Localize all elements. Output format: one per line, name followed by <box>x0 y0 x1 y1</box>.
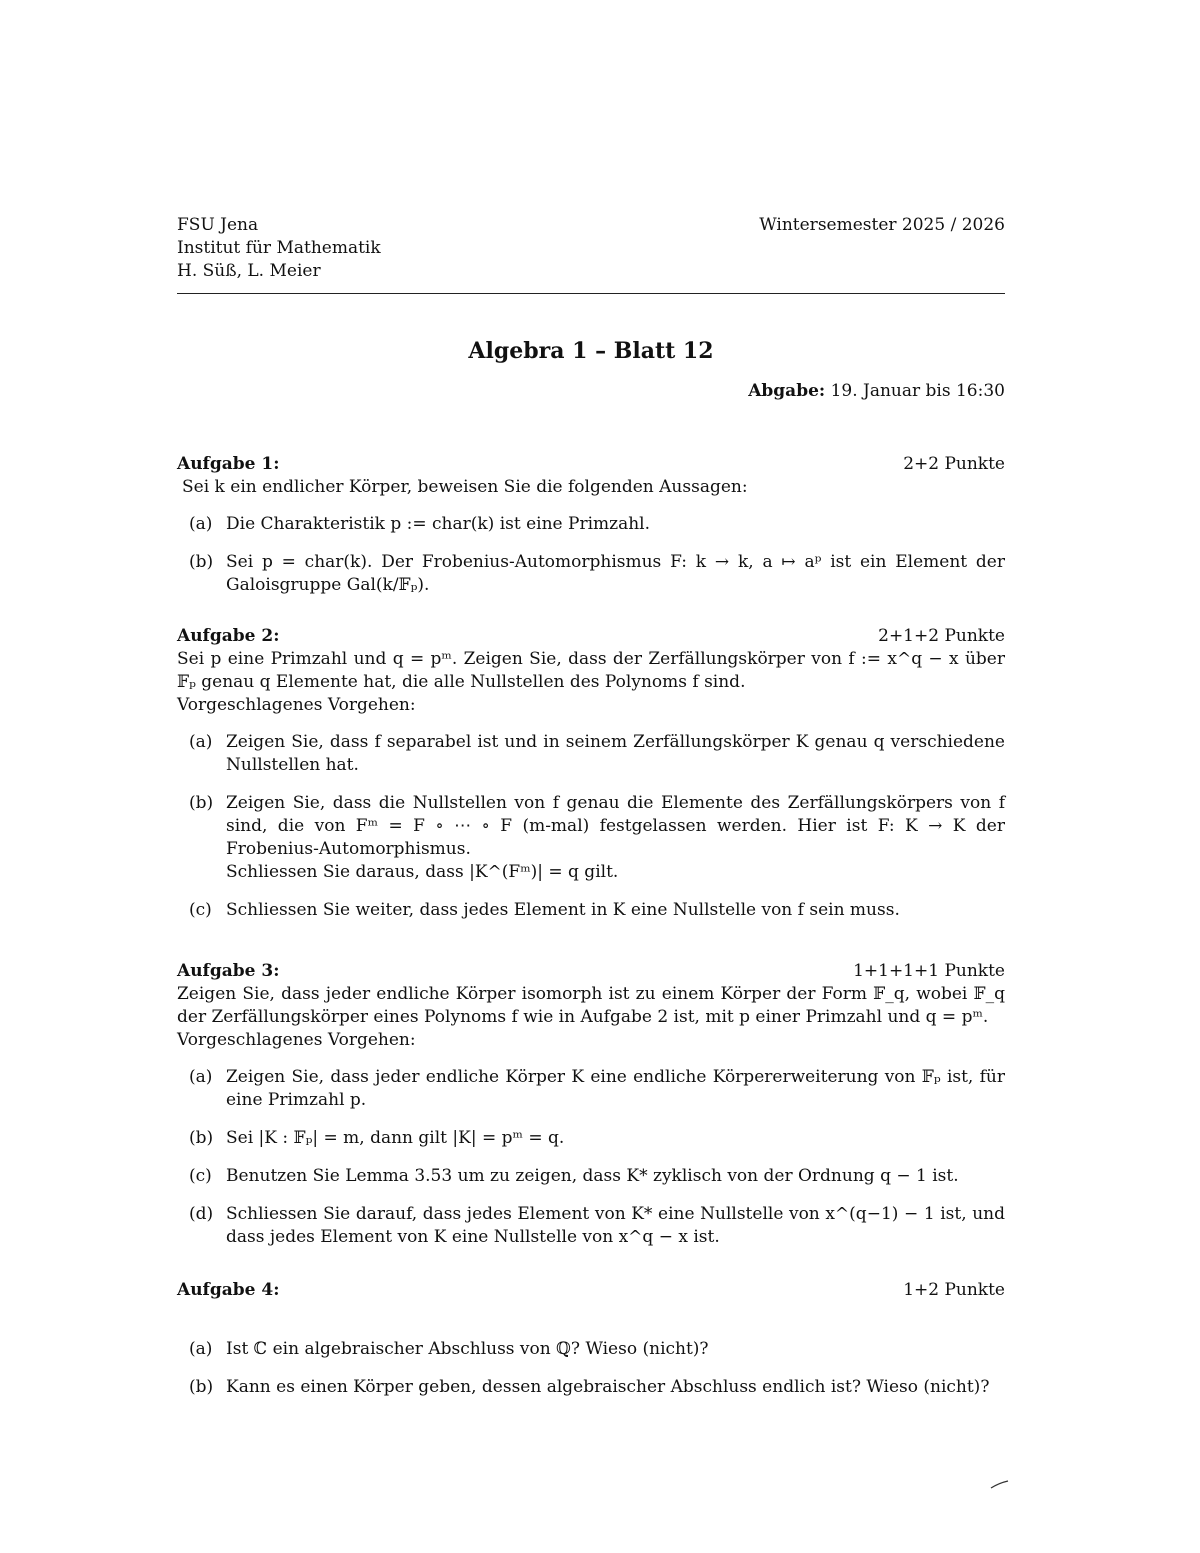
header <box>177 214 1005 283</box>
list-item <box>177 1066 1005 1112</box>
part-text: Kann es einen Körper geben, dessen algebraischer Abschluss endlich ist? Wieso (nicht)? <box>226 1377 990 1397</box>
list-item <box>177 792 1005 884</box>
part-text: Benutzen Sie Lemma 3.53 um zu zeigen, dass K* zyklisch von der Ordnung q − 1 ist. <box>226 1166 959 1186</box>
part-label: (b) <box>189 1128 214 1148</box>
pen-stroke-mark <box>990 1478 1010 1490</box>
task-points: 1+1+1+1 Punkte <box>853 961 1005 981</box>
task-parts <box>177 513 1005 597</box>
task-title: Aufgabe 4: <box>177 1280 280 1300</box>
part-label: (a) <box>189 732 213 752</box>
part-text: Sei |K : 𝔽ₚ| = m, dann gilt |K| = pᵐ = q. <box>226 1128 565 1148</box>
task-1 <box>177 453 1005 597</box>
part-text: Zeigen Sie, dass f separabel ist und in seinem Zerfällungskörper K genau q verschiedene Nullstellen hat. <box>226 732 1005 775</box>
task-2 <box>177 625 1005 922</box>
list-item <box>177 1203 1005 1249</box>
task-header <box>177 453 1005 476</box>
university: FSU Jena <box>177 215 259 235</box>
task-title: Aufgabe 2: <box>177 626 280 646</box>
task-approach: Vorgeschlagenes Vorgehen: <box>177 1030 416 1050</box>
part-label: (c) <box>189 1166 212 1186</box>
task-header <box>177 1279 1005 1302</box>
list-item <box>177 551 1005 597</box>
deadline-value: 19. Januar bis 16:30 <box>830 381 1005 401</box>
task-title: Aufgabe 1: <box>177 454 280 474</box>
task-parts <box>177 1338 1005 1399</box>
task-intro: Sei k ein endlicher Körper, beweisen Sie die folgenden Aussagen: <box>182 477 748 497</box>
exercise-sheet <box>177 214 1005 1414</box>
task-parts <box>177 1066 1005 1249</box>
part-label: (a) <box>189 1339 213 1359</box>
task-3 <box>177 960 1005 1249</box>
deadline <box>177 380 1005 403</box>
task-intro: Sei p eine Primzahl und q = pᵐ. Zeigen Sie, dass der Zerfällungskörper von f := x^q − x über 𝔽ₚ genau q Elemente hat, die alle Nullstellen des Polynoms f sind. <box>177 649 1005 692</box>
task-approach: Vorgeschlagenes Vorgehen: <box>177 695 416 715</box>
part-text-block <box>226 792 1005 884</box>
lecturers: H. Süß, L. Meier <box>177 261 321 281</box>
task-title: Aufgabe 3: <box>177 961 280 981</box>
list-item <box>177 513 1005 536</box>
part-text: Sei p = char(k). Der Frobenius-Automorphismus F: k → k, a ↦ aᵖ ist ein Element der Galoisgruppe Gal(k/𝔽ₚ). <box>226 552 1005 595</box>
task-header <box>177 960 1005 983</box>
list-item <box>177 731 1005 777</box>
header-divider <box>177 293 1005 294</box>
part-label: (b) <box>189 552 214 572</box>
task-points: 2+2 Punkte <box>903 454 1005 474</box>
list-item <box>177 1127 1005 1150</box>
institute: Institut für Mathematik <box>177 238 381 258</box>
page-title: Algebra 1 – Blatt 12 <box>468 338 714 364</box>
deadline-label: Abgabe: <box>748 381 826 401</box>
part-label: (c) <box>189 900 212 920</box>
task-intro: Zeigen Sie, dass jeder endliche Körper isomorph ist zu einem Körper der Form 𝔽_q, wobei 𝔽_q der Zerfällungskörper eines Polynoms f wie in Aufgabe 2 ist, mit p einer Primzahl und q = pᵐ. <box>177 984 1005 1027</box>
part-label: (a) <box>189 514 213 534</box>
header-left <box>177 214 381 283</box>
part-text: Ist ℂ ein algebraischer Abschluss von ℚ? Wieso (nicht)? <box>226 1339 709 1359</box>
part-text-conclusion: Schliessen Sie daraus, dass |K^(Fᵐ)| = q gilt. <box>226 862 619 882</box>
task-4 <box>177 1279 1005 1399</box>
part-label: (b) <box>189 1377 214 1397</box>
part-label: (d) <box>189 1204 214 1224</box>
list-item <box>177 899 1005 922</box>
part-text: Zeigen Sie, dass jeder endliche Körper K eine endliche Körpererweiterung von 𝔽ₚ ist, für eine Primzahl p. <box>226 1067 1005 1110</box>
list-item <box>177 1376 1005 1399</box>
task-points: 1+2 Punkte <box>903 1280 1005 1300</box>
part-label: (b) <box>189 793 214 813</box>
task-points: 2+1+2 Punkte <box>878 626 1005 646</box>
semester: Wintersemester 2025 / 2026 <box>759 215 1005 235</box>
part-text: Zeigen Sie, dass die Nullstellen von f genau die Elemente des Zerfällungskörpers von f sind, die von Fᵐ = F ∘ ⋯ ∘ F (m-mal) festgelassen werden. Hier ist F: K → K der Frobenius-Automorphismus. <box>226 793 1005 859</box>
part-label: (a) <box>189 1067 213 1087</box>
part-text: Schliessen Sie weiter, dass jedes Element in K eine Nullstelle von f sein muss. <box>226 900 900 920</box>
part-text: Schliessen Sie darauf, dass jedes Element von K* eine Nullstelle von x^(q−1) − 1 ist, und dass jedes Element von K eine Nullstelle von x^q − x ist. <box>226 1204 1005 1247</box>
header-right <box>759 214 1005 283</box>
part-text: Die Charakteristik p := char(k) ist eine Primzahl. <box>226 514 651 534</box>
task-parts <box>177 731 1005 922</box>
list-item <box>177 1165 1005 1188</box>
task-header <box>177 625 1005 648</box>
list-item <box>177 1338 1005 1361</box>
